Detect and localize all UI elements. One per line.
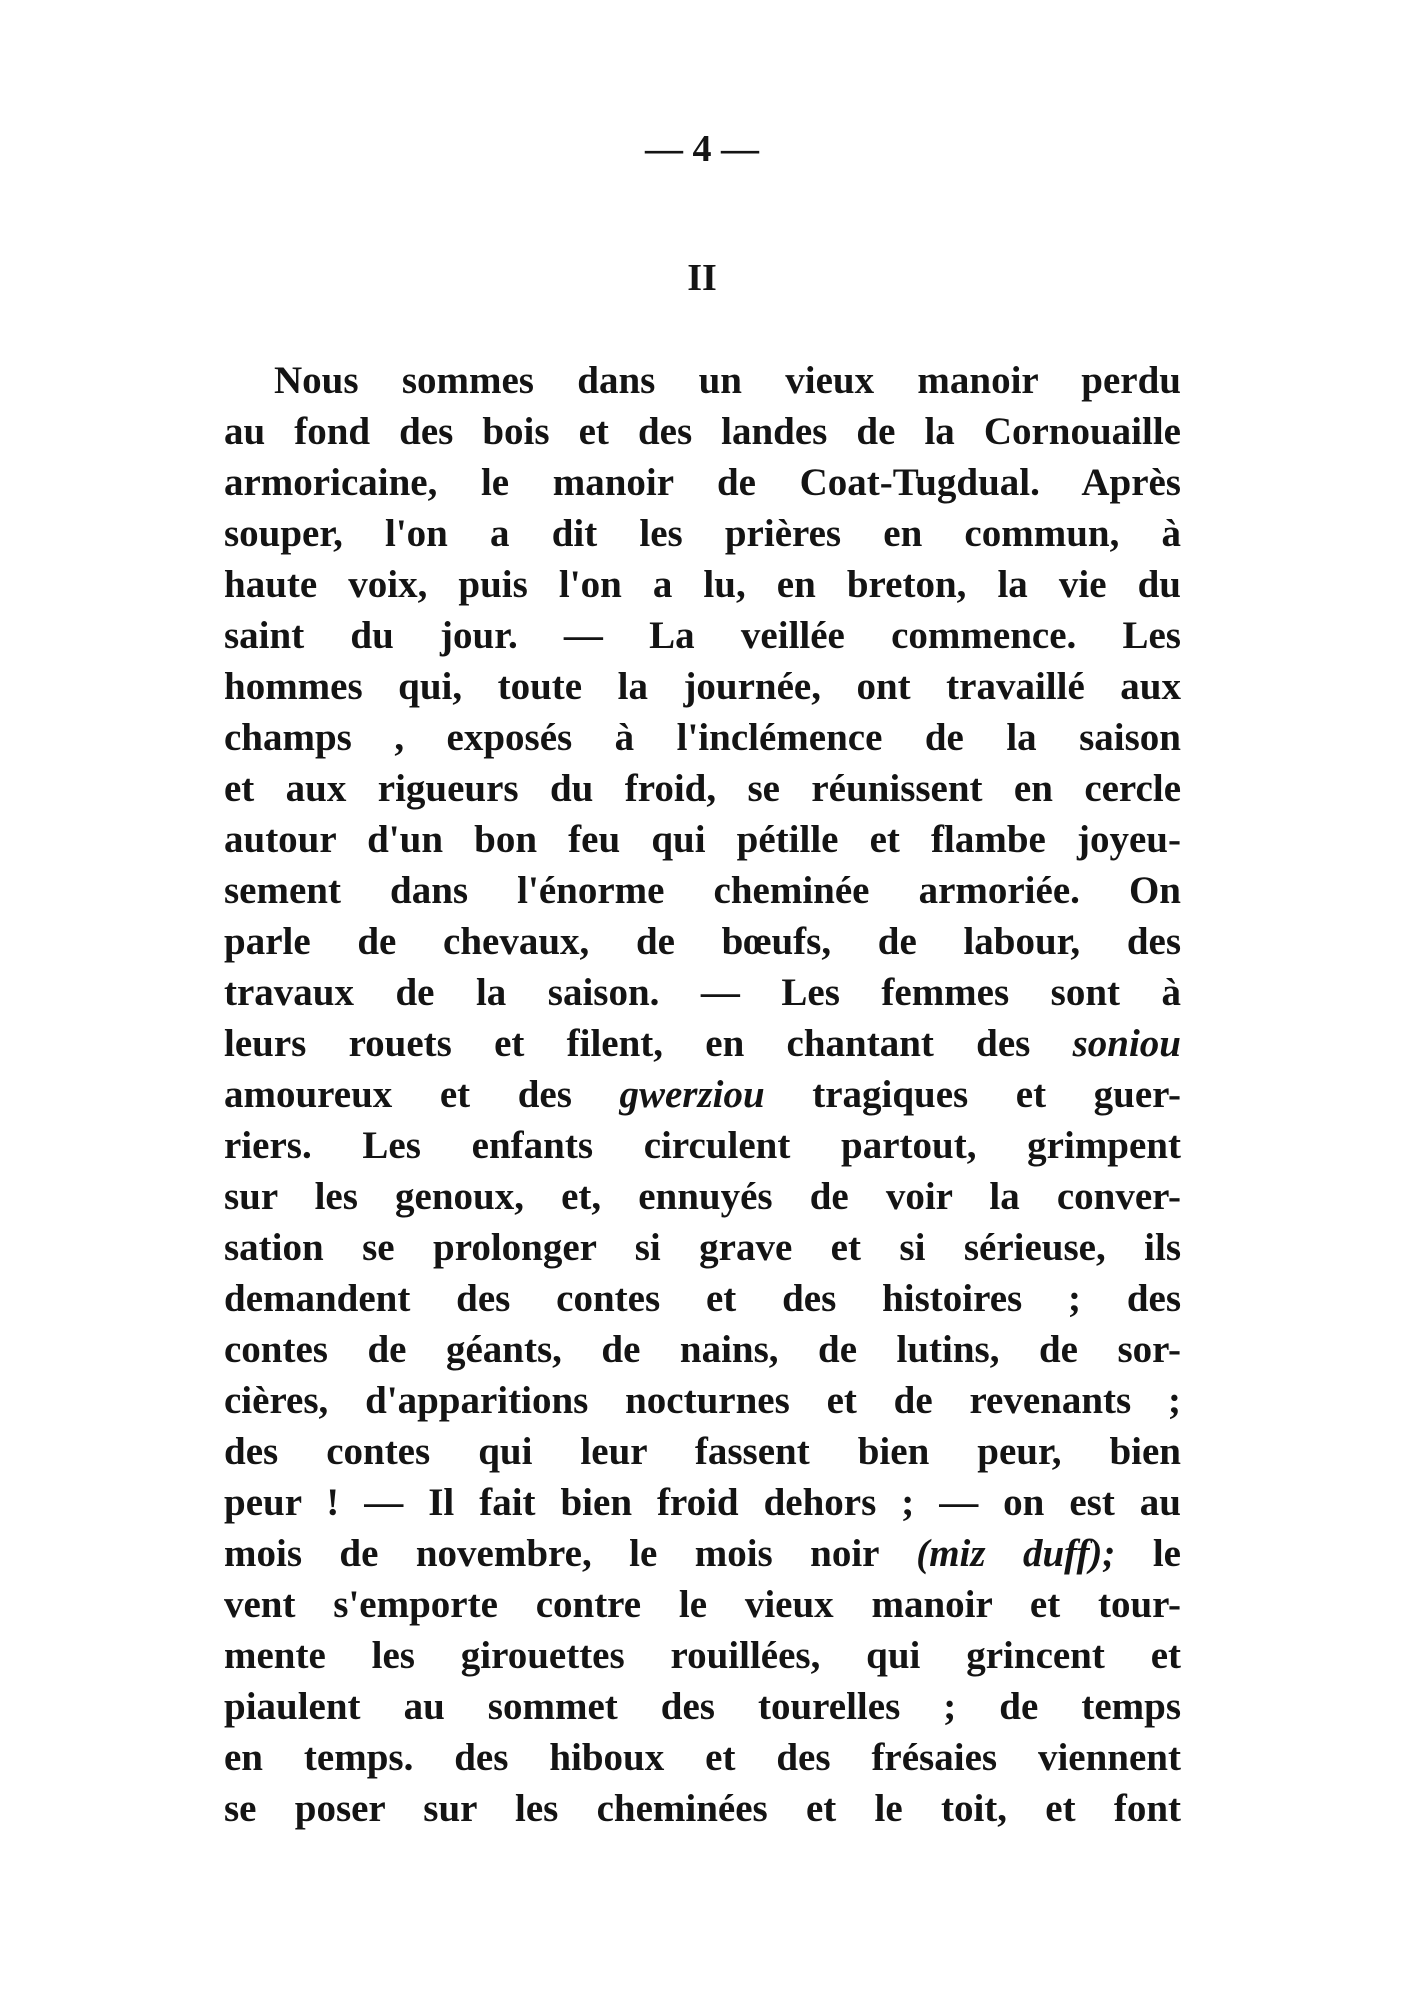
text-line bbox=[224, 1120, 1181, 1171]
text-line bbox=[224, 1732, 1181, 1783]
text-segment: saint du jour. — La veillée commence. Les bbox=[224, 614, 1181, 657]
text-segment: souper, l'on a dit les prières en commun, à bbox=[224, 512, 1181, 555]
text-segment: au fond des bois et des landes de la Cornouaille bbox=[224, 410, 1181, 453]
text-segment: parle de chevaux, de bœufs, de labour, des bbox=[224, 920, 1181, 963]
text-segment: sement dans l'énorme cheminée armoriée. On bbox=[224, 869, 1181, 912]
text-line bbox=[224, 1783, 1181, 1834]
text-segment: piaulent au sommet des tourelles ; de temps bbox=[224, 1685, 1181, 1728]
text-line bbox=[224, 967, 1181, 1018]
text-segment: hommes qui, toute la journée, ont travaillé aux bbox=[224, 665, 1181, 708]
body-text bbox=[224, 355, 1181, 1834]
text-segment: leurs rouets et filent, en chantant des bbox=[224, 1022, 1073, 1065]
text-segment: demandent des contes et des histoires ; des bbox=[224, 1277, 1181, 1320]
text-line bbox=[224, 1222, 1181, 1273]
text-segment: armoricaine, le manoir de Coat-Tugdual. Après bbox=[224, 461, 1181, 504]
text-segment: se poser sur les cheminées et le toit, et font bbox=[224, 1787, 1181, 1830]
text-line bbox=[224, 763, 1181, 814]
text-line bbox=[224, 508, 1181, 559]
text-segment: des contes qui leur fassent bien peur, bien bbox=[224, 1430, 1181, 1473]
text-line bbox=[224, 1630, 1181, 1681]
text-line bbox=[224, 1018, 1181, 1069]
text-line bbox=[224, 610, 1181, 661]
text-line bbox=[224, 1477, 1181, 1528]
text-segment: tragiques et guer- bbox=[764, 1073, 1181, 1116]
text-line bbox=[224, 1528, 1181, 1579]
text-segment: travaux de la saison. — Les femmes sont à bbox=[224, 971, 1181, 1014]
text-segment: amoureux et des bbox=[224, 1073, 620, 1116]
text-segment: le bbox=[1115, 1532, 1181, 1575]
text-segment: champs , exposés à l'inclémence de la saison bbox=[224, 716, 1181, 759]
text-line bbox=[224, 1273, 1181, 1324]
italic-term: soniou bbox=[1072, 1022, 1181, 1065]
text-segment: en temps. des hiboux et des frésaies viennent bbox=[224, 1736, 1181, 1779]
text-segment: mente les girouettes rouillées, qui grincent et bbox=[224, 1634, 1181, 1677]
text-segment: sation se prolonger si grave et si sérieuse, ils bbox=[224, 1226, 1181, 1269]
text-line bbox=[224, 355, 1181, 406]
text-line bbox=[224, 1426, 1181, 1477]
page-number: — 4 — bbox=[645, 128, 759, 170]
text-segment: autour d'un bon feu qui pétille et flambe joyeu- bbox=[224, 818, 1181, 861]
text-segment: vent s'emporte contre le vieux manoir et tour- bbox=[224, 1583, 1181, 1626]
text-line bbox=[224, 1171, 1181, 1222]
text-line bbox=[224, 406, 1181, 457]
text-line bbox=[224, 814, 1181, 865]
text-line bbox=[224, 1069, 1181, 1120]
text-segment: riers. Les enfants circulent partout, grimpent bbox=[224, 1124, 1181, 1167]
italic-term: (miz duff); bbox=[916, 1532, 1116, 1575]
text-line bbox=[224, 457, 1181, 508]
text-line bbox=[224, 661, 1181, 712]
text-line bbox=[224, 1579, 1181, 1630]
text-segment: Nous sommes dans un vieux manoir perdu bbox=[274, 359, 1181, 402]
text-segment: et aux rigueurs du froid, se réunissent en cercle bbox=[224, 767, 1181, 810]
text-line bbox=[224, 865, 1181, 916]
chapter-heading: II bbox=[687, 257, 717, 299]
text-line bbox=[224, 1324, 1181, 1375]
text-line bbox=[224, 916, 1181, 967]
text-segment: peur ! — Il fait bien froid dehors ; — on est au bbox=[224, 1481, 1181, 1524]
text-line bbox=[224, 1681, 1181, 1732]
text-line bbox=[224, 1375, 1181, 1426]
text-segment: sur les genoux, et, ennuyés de voir la conver- bbox=[224, 1175, 1181, 1218]
text-segment: cières, d'apparitions nocturnes et de revenants ; bbox=[224, 1379, 1181, 1422]
text-segment: mois de novembre, le mois noir bbox=[224, 1532, 917, 1575]
text-line bbox=[224, 559, 1181, 610]
text-line bbox=[224, 712, 1181, 763]
text-segment: contes de géants, de nains, de lutins, de sor- bbox=[224, 1328, 1181, 1371]
text-segment: haute voix, puis l'on a lu, en breton, la vie du bbox=[224, 563, 1181, 606]
italic-term: gwerziou bbox=[619, 1073, 765, 1116]
